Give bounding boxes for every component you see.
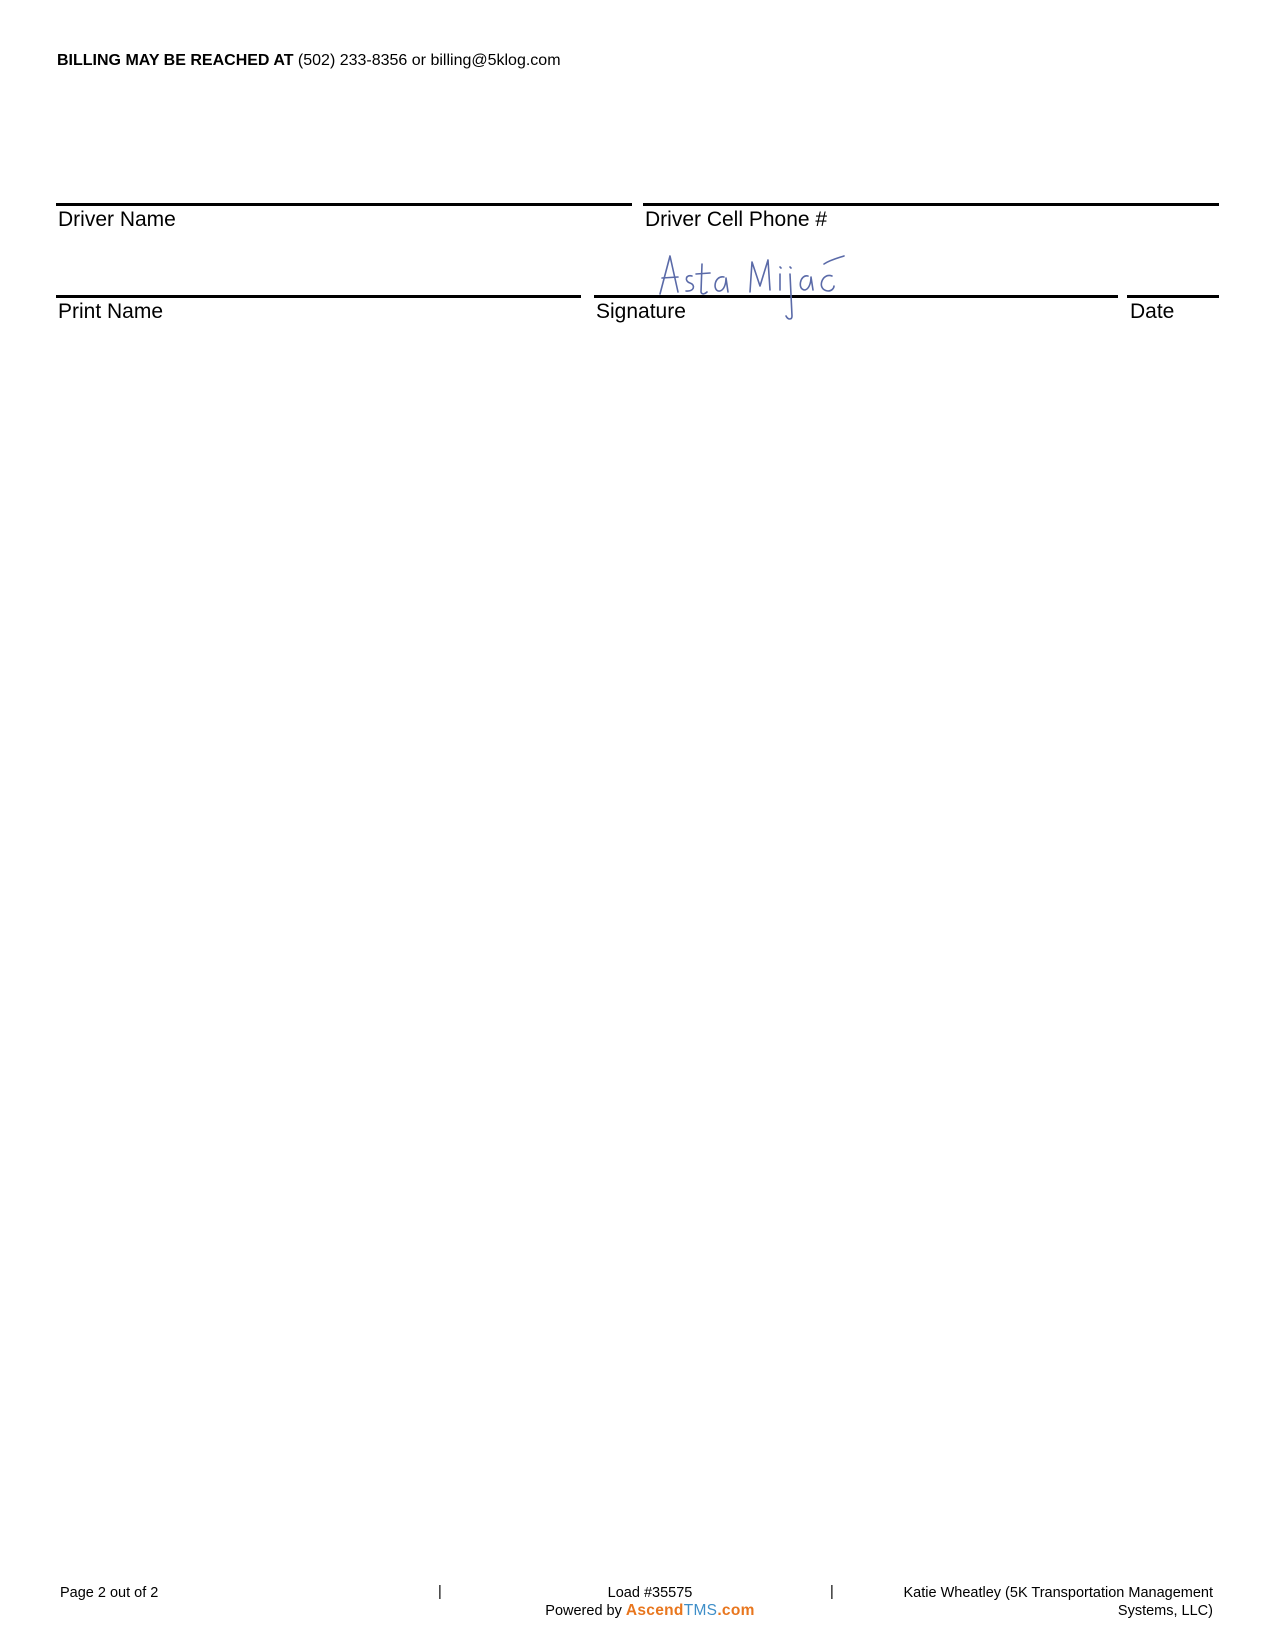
billing-label: BILLING MAY BE REACHED AT [57,52,294,69]
signature-stroke [662,277,678,278]
signature-stroke [821,275,834,291]
driver-cell-line [643,203,1219,206]
brand-ascend: Ascend [625,1602,684,1619]
brand-com: .com [717,1602,755,1619]
footer-separator: | [830,1584,834,1600]
signature-stroke [786,274,792,319]
brand-tms: TMS [683,1602,718,1619]
signature-stroke [824,256,844,264]
footer-powered-by [480,1602,820,1620]
driver-cell-label: Driver Cell Phone # [645,208,828,231]
print-name-label: Print Name [58,300,164,323]
signature-stroke [715,277,728,292]
signature-stroke [660,256,678,294]
signature-label: Signature [596,300,686,323]
signature-stroke [780,267,781,268]
handwritten-signature [656,250,856,325]
footer-page-number: Page 2 out of 2 [60,1585,159,1601]
footer-center [480,1584,820,1620]
powered-by-text: Powered by [545,1603,626,1619]
signature-stroke [750,260,770,292]
signature-stroke [790,267,791,268]
signature-stroke [696,273,710,274]
signature-stroke [800,276,813,290]
billing-contact-line [57,52,561,70]
billing-contact: (502) 233-8356 or billing@5klog.com [293,52,561,69]
driver-name-label: Driver Name [58,208,176,231]
print-name-line [56,295,581,298]
footer-contact-name: Katie Wheatley (5K Transportation Management Systems, LLC) [903,1585,1213,1619]
footer-separator: | [438,1584,442,1600]
date-line [1127,295,1219,298]
footer-load-number: Load #35575 [607,1585,693,1601]
driver-name-line [56,203,632,206]
date-label: Date [1130,300,1175,323]
signature-stroke [686,276,693,291]
signature-stroke [701,264,707,294]
